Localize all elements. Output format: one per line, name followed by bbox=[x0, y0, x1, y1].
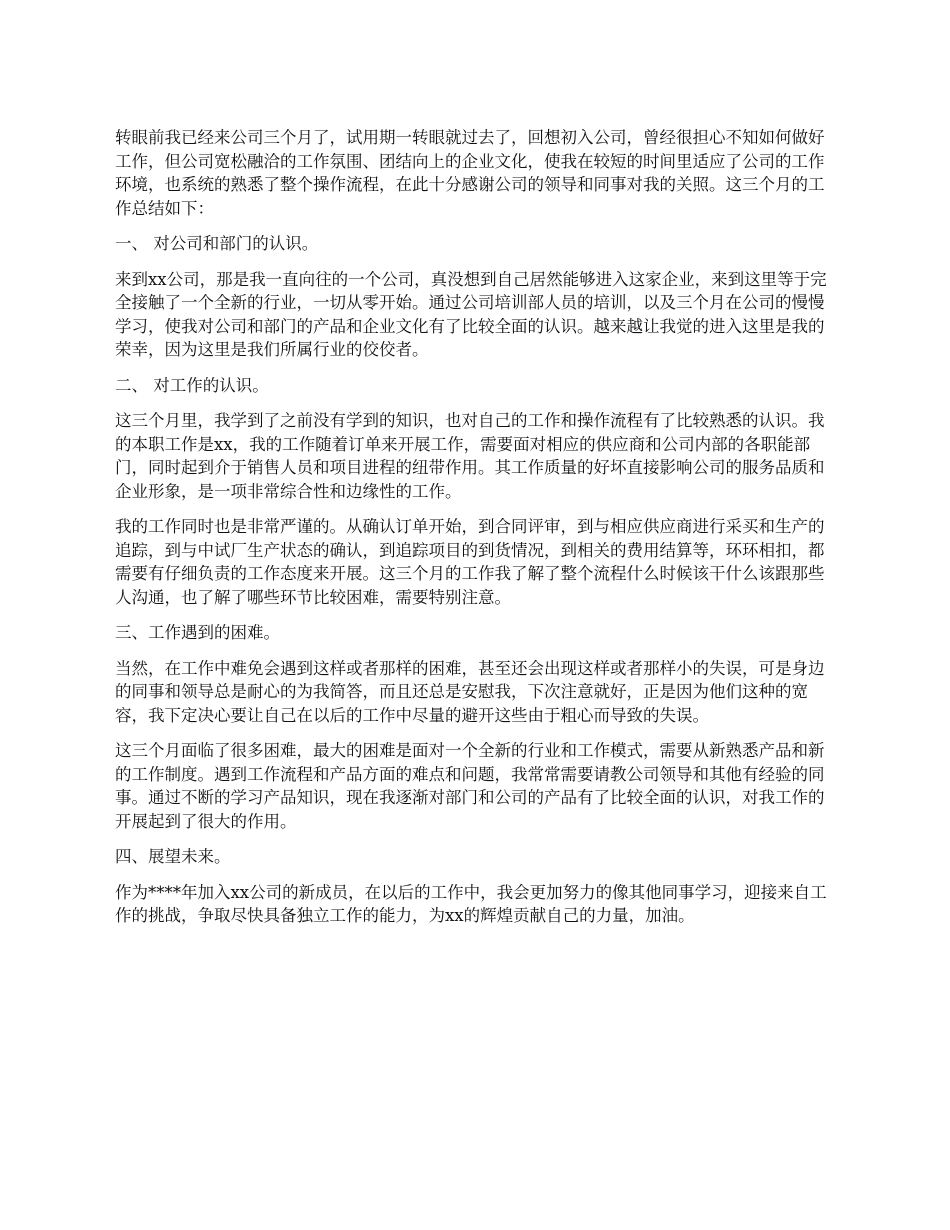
section-heading-2: 二、 对工作的认识。 bbox=[115, 375, 269, 395]
document-body bbox=[115, 126, 840, 940]
section-2-paragraph-1: 这三个月里，我学到了之前没有学到的知识，也对自己的工作和操作流程有了比较熟悉的认识。我的本职工作是xx，我的工作随着订单来开展工作，需要面对相应的供应商和公司内部的各职能部门，同时起到介于销售人员和项目进程的纽带作用。其工作质量的好坏直接影响公司的服务品质和企业形象，是一项非常综合性和边缘性的工作。 bbox=[115, 411, 825, 501]
section-1-paragraph: 来到xx公司，那是我一直向往的一个公司，真没想到自己居然能够进入这家企业，来到这里等于完全接触了一个全新的行业，一切从零开始。通过公司培训部人员的培训，以及三个月在公司的慢慢学习，使我对公司和部门的产品和企业文化有了比较全面的认识。越来越让我觉的进入这里是我的荣幸，因为这里是我们所属行业的佼佼者。 bbox=[115, 269, 827, 359]
section-heading-1: 一、 对公司和部门的认识。 bbox=[115, 234, 319, 253]
section-2-paragraph-2: 我的工作同时也是非常严谨的。从确认订单开始，到合同评审，到与相应供应商进行采买和生产的追踪，到与中试厂生产状态的确认，到追踪项目的到货情况，到相关的费用结算等，环环相扣，都需要有仔细负责的工作态度来开展。这三个月的工作我了解了整个流程什么时候该干什么该跟那些人沟通，也了解了哪些环节比较困难，需要特别注意。 bbox=[115, 517, 825, 607]
section-heading-4: 四、展望未来。 bbox=[115, 847, 231, 866]
intro-paragraph: 转眼前我已经来公司三个月了，试用期一转眼就过去了，回想初入公司，曾经很担心不知如何做好工作，但公司宽松融洽的工作氛围、团结向上的企业文化，使我在较短的时间里适应了公司的工作环境，也系统的熟悉了整个操作流程，在此十分感谢公司的领导和同事对我的关照。这三个月的工作总结如下： bbox=[115, 128, 825, 218]
section-3-paragraph-1: 当然，在工作中难免会遇到这样或者那样的困难，甚至还会出现这样或者那样小的失误，可是身边的同事和领导总是耐心的为我简答，而且还总是安慰我，下次注意就好，正是因为他们这种的宽容，我下定决心要让自己在以后的工作中尽量的避开这些由于粗心而导致的失误。 bbox=[115, 658, 825, 725]
section-3-paragraph-2: 这三个月面临了很多困难，最大的困难是面对一个全新的行业和工作模式，需要从新熟悉产品和新的工作制度。遇到工作流程和产品方面的难点和问题，我常常需要请教公司领导和其他有经验的同事。通过不断的学习产品知识，现在我逐渐对部门和公司的产品有了比较全面的认识，对我工作的开展起到了很大的作用。 bbox=[115, 741, 825, 831]
section-heading-3: 三、工作遇到的困难。 bbox=[115, 623, 280, 642]
section-4-paragraph: 作为****年加入xx公司的新成员，在以后的工作中，我会更加努力的像其他同事学习，迎接来自工作的挑战，争取尽快具备独立工作的能力，为xx的辉煌贡献自己的力量，加油。 bbox=[115, 882, 827, 925]
